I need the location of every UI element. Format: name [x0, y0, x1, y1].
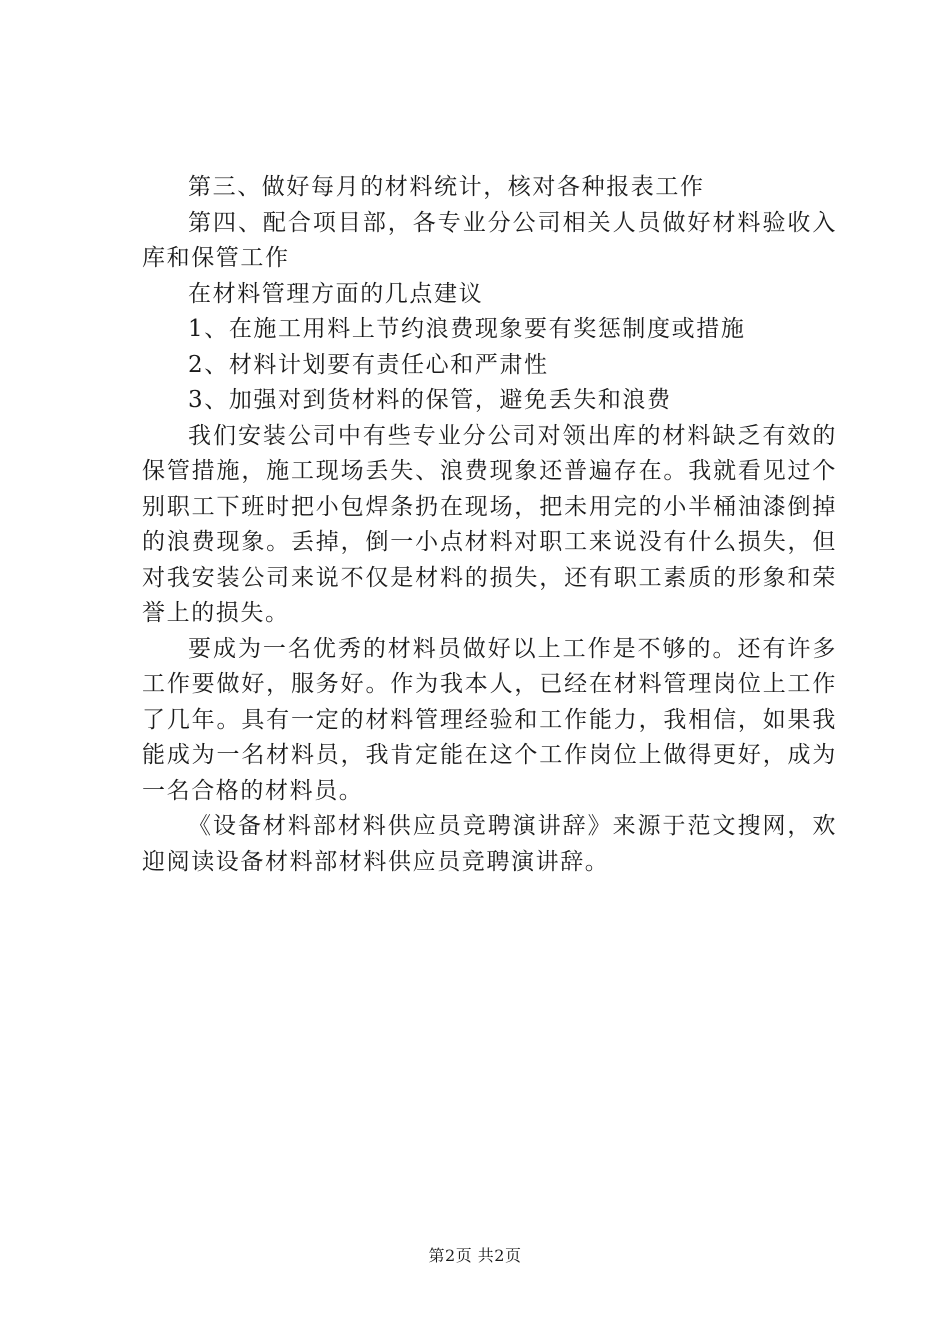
source-note: 《设备材料部材料供应员竞聘演讲辞》来源于范文搜网，欢迎阅读设备材料部材料供应员竞聘演讲辞。: [142, 813, 837, 875]
closing-paragraph: 要成为一名优秀的材料员做好以上工作是不够的。还有许多工作要做好，服务好。作为我本人，已经在材料管理岗位上工作了几年。具有一定的材料管理经验和工作能力，我相信，如果我能成为一名材料员，我肯定能在这个工作岗位上做得更好，成为一名合格的材料员。: [142, 635, 837, 804]
suggestion-3: 3、加强对到货材料的保管，避免丢失和浪费: [188, 387, 672, 413]
paragraph-item-4: 第四、配合项目部，各专业分公司相关人员做好材料验收入库和保管工作: [142, 209, 837, 271]
page-footer: 第2页 共2页: [428, 1246, 522, 1265]
suggestion-1: 1、在施工用料上节约浪费现象要有奖惩制度或措施: [188, 316, 746, 342]
document-body: [142, 170, 837, 880]
suggestion-2: 2、材料计划要有责任心和严肃性: [188, 351, 549, 378]
waste-paragraph: 我们安装公司中有些专业分公司对领出库的材料缺乏有效的保管措施，施工现场丢失、浪费现象还普遍存在。我就看见过个别职工下班时把小包焊条扔在现场，把未用完的小半桶油漆倒掉的浪费现象。丢掉，倒一小点材料对职工来说没有什么损失，但对我安装公司来说不仅是材料的损失，还有职工素质的形象和荣誉上的损失。: [142, 422, 837, 626]
paragraph-item-3: 第三、做好每月的材料统计，核对各种报表工作: [188, 174, 705, 200]
suggestions-heading: 在材料管理方面的几点建议: [188, 280, 484, 307]
